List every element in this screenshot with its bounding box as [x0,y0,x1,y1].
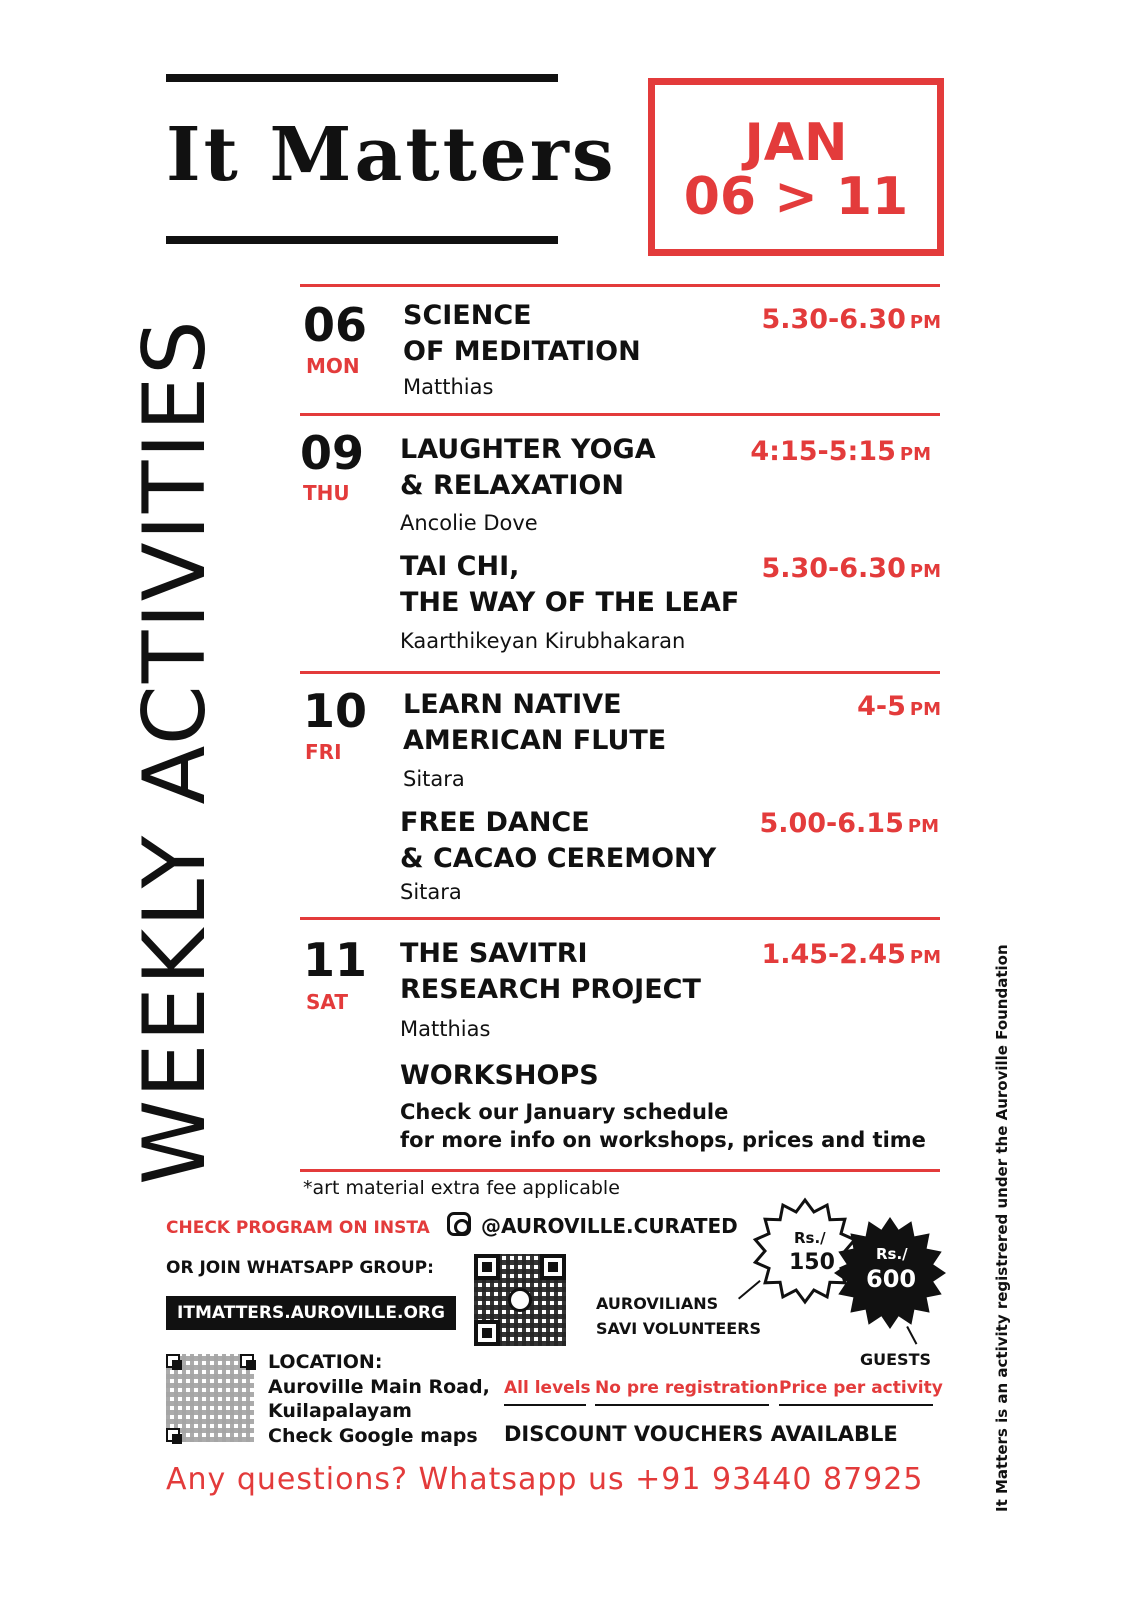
day-name: SAT [306,990,348,1014]
tag-no-registration: No pre registration [595,1378,769,1406]
day-number: 09 [300,426,365,480]
insta-label: CHECK PROGRAM ON INSTA [166,1218,430,1238]
divider [300,284,940,287]
divider [300,413,940,416]
activity-host: Matthias [400,1017,491,1041]
price-big-value: 600 [866,1265,917,1293]
day-number: 06 [303,298,368,352]
website-badge[interactable] [166,1296,456,1330]
workshops-line-2: for more info on workshops, prices and time [400,1128,926,1152]
date-range: 06 > 11 [683,167,909,227]
activity-time: 5.00-6.15 PM [759,808,939,839]
workshops-title: WORKSHOPS [400,1060,599,1091]
location-label: LOCATION: [268,1351,383,1373]
day-number: 11 [303,933,368,987]
activity-host: Sitara [400,880,462,904]
workshops-line-1: Check our January schedule [400,1100,729,1124]
activity-host: Matthias [403,375,494,399]
activity-title: LAUGHTER YOGA & RELAXATION [400,434,656,501]
day-number: 10 [303,684,368,738]
activity-time: 5.30-6.30 PM [761,304,941,335]
page-title: It Matters [166,112,617,198]
art-material-note: *art material extra fee applicable [303,1177,620,1199]
activity-host: Ancolie Dove [400,511,538,535]
location-line: Check Google maps [268,1425,478,1447]
day-name: THU [303,481,350,505]
guests-label: GUESTS [860,1350,932,1369]
activity-title: THE SAVITRI RESEARCH PROJECT [400,938,701,1005]
price-small-rs: Rs./ [794,1229,826,1247]
activity-time: 5.30-6.30 PM [761,553,941,584]
activity-host: Sitara [403,767,465,791]
discount-vouchers: DISCOUNT VOUCHERS AVAILABLE [504,1422,898,1446]
price-small-value: 150 [789,1250,835,1275]
savi-label: SAVI VOLUNTEERS [596,1319,762,1338]
location-line: Kuilapalayam [268,1400,412,1422]
day-name: FRI [305,740,342,764]
activity-time: 4:15-5:15 PM [750,436,931,467]
title-top-rule [166,74,558,82]
activity-title: TAI CHI, THE WAY OF THE LEAF [400,551,740,618]
insta-handle[interactable]: @AUROVILLE.CURATED [481,1214,738,1238]
whatsapp-label: OR JOIN WHATSAPP GROUP: [166,1258,434,1278]
activity-title: LEARN NATIVE AMERICAN FLUTE [403,689,667,756]
aurovilians-label: AUROVILIANS [596,1294,719,1313]
foundation-note: It Matters is an activity registrered under the Auroville Foundation [993,944,1011,1512]
tag-all-levels: All levels [504,1378,586,1406]
activity-title: SCIENCE OF MEDITATION [403,300,641,367]
whatsapp-questions[interactable]: Any questions? Whatsapp us +91 93440 87925 [166,1462,924,1497]
location-line: Auroville Main Road, [268,1376,490,1398]
date-month: JAN [744,113,848,173]
price-big-rs: Rs./ [876,1245,908,1263]
instagram-icon [447,1212,471,1236]
date-box [648,78,944,256]
divider [300,1169,940,1172]
website-link: ITMATTERS.AUROVILLE.ORG [177,1303,445,1323]
whatsapp-qr-code[interactable] [474,1254,566,1346]
tag-price-per-activity: Price per activity [779,1378,933,1406]
divider [300,917,940,920]
activity-title: FREE DANCE & CACAO CEREMONY [400,807,717,874]
day-name: MON [306,354,360,378]
divider [300,671,940,674]
activity-time: 1.45-2.45 PM [761,939,941,970]
weekly-activities-heading: WEEKLY ACTIVITIES [125,318,225,1185]
activity-time: 4-5 PM [857,691,941,722]
location-qr-code[interactable] [166,1354,254,1442]
activity-host: Kaarthikeyan Kirubhakaran [400,629,686,653]
title-bottom-rule [166,236,558,244]
whatsapp-icon [508,1288,532,1312]
